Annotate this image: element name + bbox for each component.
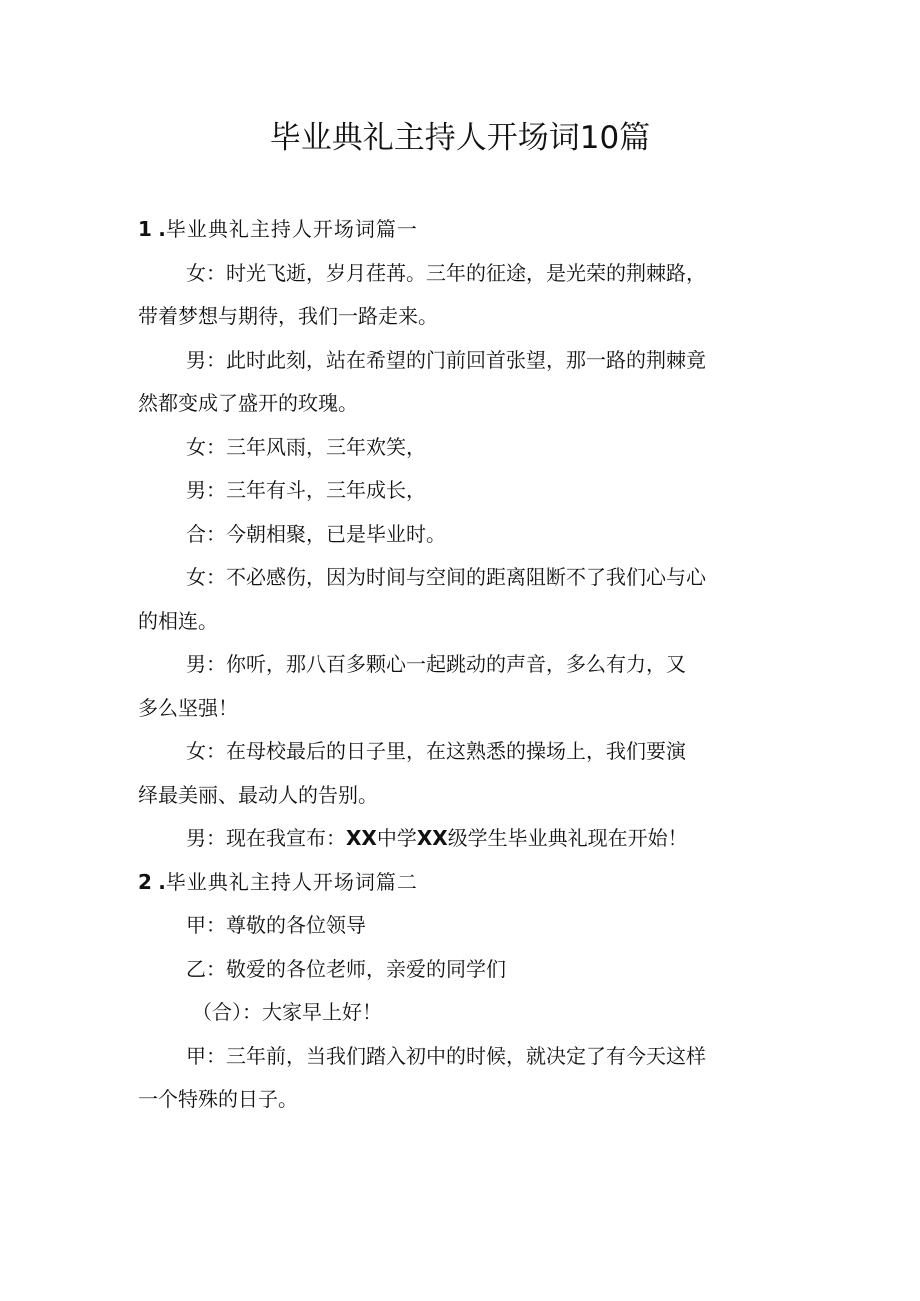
section-heading-text: 毕业典礼主持人开场词篇一	[165, 217, 418, 241]
paragraph-line: 女：时光飞逝，岁月荏苒。三年的征途，是光荣的荆棘路，	[186, 260, 706, 285]
section-separator: .	[158, 869, 166, 894]
paragraph-line: 男：你听，那八百多颗心一起跳动的声音，多么有力，又	[186, 652, 686, 676]
section-heading-2	[138, 861, 788, 905]
paragraph-line: 绎最美丽、最动人的告别。	[138, 782, 378, 807]
paragraph-line: 甲：尊敬的各位领导	[186, 913, 366, 937]
paragraph-line: 带着梦想与期待，我们一路走来。	[138, 304, 438, 328]
announcement-prefix: 男：现在我宣布：	[186, 826, 346, 850]
paragraph-line: 女：三年风雨，三年欢笑，	[186, 434, 426, 459]
paragraph-line: 男：三年有斗，三年成长，	[186, 478, 426, 502]
section-number: 1	[138, 217, 152, 241]
section-heading-text: 毕业典礼主持人开场词篇二	[165, 869, 418, 894]
paragraph-line: 女：在母校最后的日子里，在这熟悉的操场上，我们要演	[186, 739, 686, 763]
announcement-mid: 中学	[376, 826, 417, 850]
section-heading-1	[138, 208, 788, 252]
document-body	[138, 208, 788, 1122]
placeholder-xx-school: XX	[346, 826, 377, 850]
paragraph-line: 男：此时此刻，站在希望的门前回首张望，那一路的荆棘竟	[186, 347, 706, 372]
paragraph-line: 一个特殊的日子。	[138, 1087, 298, 1111]
paragraph-line: 的相连。	[138, 608, 218, 633]
document-title: 毕业典礼主持人开场词10篇	[269, 120, 651, 156]
section-number: 2	[138, 869, 152, 894]
paragraph-line: 然都变成了盛开的玫瑰。	[138, 391, 358, 415]
paragraph-line: 多么坚强！	[138, 695, 238, 720]
placeholder-xx-grade: XX	[416, 826, 448, 850]
announcement-line	[138, 817, 788, 861]
section-separator: .	[158, 217, 166, 241]
paragraph-line: 甲：三年前，当我们踏入初中的时候，就决定了有今天这样	[186, 1043, 706, 1068]
paragraph-line: 合：今朝相聚，已是毕业时。	[186, 521, 446, 546]
paragraph-line: （合）：大家早上好！	[192, 1000, 382, 1024]
announcement-suffix: 级学生毕业典礼现在开始！	[447, 826, 688, 850]
paragraph-line: 乙：敬爱的各位老师，亲爱的同学们	[186, 956, 506, 981]
paragraph-line: 女：不必感伤，因为时间与空间的距离阻断不了我们心与心	[186, 565, 706, 589]
